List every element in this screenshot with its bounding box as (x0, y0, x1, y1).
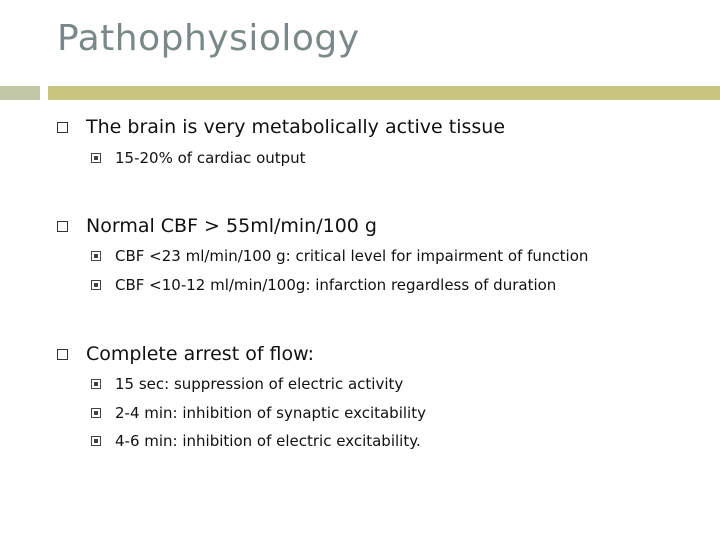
sub-bullet-text: CBF <23 ml/min/100 g: critical level for impairment of function (115, 247, 589, 265)
sub-bullet-text: 2-4 min: inhibition of synaptic excitability (115, 404, 426, 422)
sub-bullet-3-2 (91, 404, 426, 422)
bullet-text: The brain is very metabolically active tissue (86, 116, 506, 138)
sub-bullet-text: CBF <10-12 ml/min/100g: infarction regardless of duration (115, 276, 557, 294)
sub-bullet-text: 4-6 min: inhibition of electric excitability. (115, 432, 421, 450)
title-band (48, 86, 720, 100)
bullet-text: Complete arrest of flow: (86, 343, 315, 365)
bullet-text: Normal CBF > 55ml/min/100 g (86, 215, 377, 237)
sub-bullet-text: 15 sec: suppression of electric activity (115, 375, 404, 393)
bullet-1 (57, 116, 505, 138)
square-sub-bullet-icon (91, 436, 101, 446)
sub-bullet-text: 15-20% of cardiac output (115, 149, 306, 167)
slide-title: Pathophysiology (57, 18, 360, 59)
sub-bullet-2-1 (91, 247, 588, 265)
square-sub-bullet-icon (91, 379, 101, 389)
square-sub-bullet-icon (91, 280, 101, 290)
square-bullet-icon (57, 122, 68, 133)
square-sub-bullet-icon (91, 251, 101, 261)
sub-bullet-3-3 (91, 432, 421, 450)
sub-bullet-2-2 (91, 276, 556, 294)
square-sub-bullet-icon (91, 153, 101, 163)
square-bullet-icon (57, 349, 68, 360)
sub-bullet-3-1 (91, 375, 403, 393)
sub-bullet-1-1 (91, 149, 306, 167)
bullet-2 (57, 215, 377, 237)
bullet-3 (57, 343, 314, 365)
square-bullet-icon (57, 221, 68, 232)
square-sub-bullet-icon (91, 408, 101, 418)
title-band-left (0, 86, 40, 100)
